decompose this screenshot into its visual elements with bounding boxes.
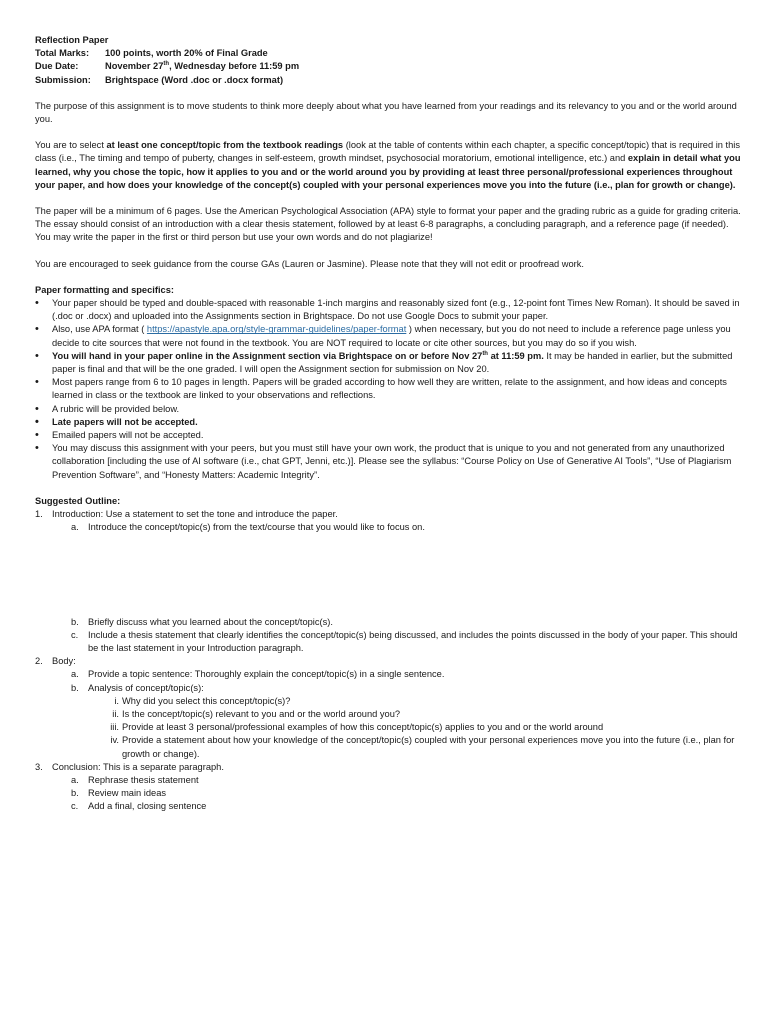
- formatting-list: [35, 297, 741, 482]
- header-value: Brightspace (Word .doc or .docx format): [105, 74, 284, 85]
- list-item: • Your paper should be typed and double-spaced with reasonable 1-inch margins and reasonably sized font (e.g., 12-point font Times New Roman). It should be saved in (.doc or .docx) and uploaded into the Assignments section in Brightspace. Do not use Google Docs to submit your paper.: [35, 297, 741, 323]
- outline-subitem: c. Include a thesis statement that clearly identifies the concept/topic(s) being discussed, and includes the points discussed in the body of your paper. This should be the last statement in your Introduction paragraph.: [71, 629, 738, 653]
- outline-subitem: b. Analysis of concept/topic(s):: [71, 682, 204, 693]
- list-item: • A rubric will be provided below.: [35, 403, 741, 416]
- outline-subsubitem: iii. Provide at least 3 personal/professional examples of how this concept/topic(s) applies to you and or the world around: [110, 722, 604, 733]
- formatting-heading: Paper formatting and specifics:: [35, 284, 174, 295]
- outline-subsubitem: i. Why did you select this concept/topic(s)?: [114, 695, 291, 706]
- outline-subitem: b. Review main ideas: [71, 788, 167, 799]
- document-page: [35, 34, 741, 814]
- header-row-total-marks: [35, 47, 741, 60]
- select-paragraph: You are to select at least one concept/topic from the textbook readings (look at the table of contents within each chapter, a specific concept/topic) that is required in this class (i.e., The timing and tempo of puberty, changes in self-esteem, growth mindset, psychosocial moratorium, emotional intelligence, etc.) and explain in detail what you learned, why you chose the topic, how it applies to you and or the world around you by providing at least three personal/professional experiences throughout your paper, and how does your knowledge of the concept(s) coupled with your personal experiences move you into the future (i.e., plan for growth or change).: [35, 140, 741, 190]
- header-row-due-date: [35, 60, 741, 73]
- outline-item: 2. Body:: [35, 656, 76, 667]
- header-label: Total Marks:: [35, 48, 90, 59]
- header-label: Submission:: [35, 74, 91, 85]
- outline-list: [35, 508, 741, 813]
- header-row-submission: [35, 74, 741, 87]
- list-item: • You will hand in your paper online in the Assignment section via Brightspace on or before Nov 27th at 11:59 pm. It may be handed in earlier, but the submitted paper is final and that will be the one graded. I will open the Assignment section for submission on Nov 20.: [35, 350, 741, 376]
- header-value: 100 points, worth 20% of Final Grade: [105, 48, 268, 59]
- guidance-paragraph: You are encouraged to seek guidance from the course GAs (Lauren or Jasmine). Please note that they will not edit or proofread work.: [35, 258, 584, 269]
- list-item: • Most papers range from 6 to 10 pages in length. Papers will be graded according to how well they are written, relate to the assignment, and how ideas and concepts learned in class or the textbook are linked to your observations and reflections.: [35, 376, 741, 402]
- outline-subitem: a. Provide a topic sentence: Thoroughly explain the concept/topic(s) in a single sentence.: [71, 669, 445, 680]
- outline-subitem: b. Briefly discuss what you learned about the concept/topic(s).: [71, 616, 333, 627]
- outline-item: 3. Conclusion: This is a separate paragraph.: [35, 761, 224, 772]
- length-paragraph: The paper will be a minimum of 6 pages. Use the American Psychological Association (APA) style to format your paper and the grading rubric as a guide for grading criteria. The essay should consist of an introduction with a clear thesis statement, followed by at least 6-8 paragraphs, a concluding paragraph, and a reference page (if needed). You may write the paper in the first or third person but use your own words and do not plagiarize!: [35, 206, 741, 243]
- apa-format-link[interactable]: https://apastyle.apa.org/style-grammar-guidelines/paper-format: [146, 324, 407, 335]
- list-item: • Late papers will not be accepted.: [35, 416, 741, 429]
- outline-subitem: a. Introduce the concept/topic(s) from the text/course that you would like to focus on.: [71, 522, 425, 533]
- outline-subsubitem: ii. Is the concept/topic(s) relevant to you and or the world around you?: [112, 708, 401, 719]
- list-item: • Emailed papers will not be accepted.: [35, 429, 741, 442]
- outline-item: 1. Introduction: Use a statement to set the tone and introduce the paper.: [35, 509, 338, 520]
- list-item: • You may discuss this assignment with your peers, but you must still have your own work, the product that is unique to you and not generated from any unauthorized collaboration [including the use of AI software (i.e., chat GPT, Jenni, etc.)]. Please see the syllabus: “Course Policy on Use of Generative AI Tools”, “Use of Plagiarism Prevention Software”, and “Honesty Matters: Academic Integrity”.: [35, 442, 741, 482]
- header-label: Due Date:: [35, 61, 79, 72]
- purpose-paragraph: The purpose of this assignment is to move students to think more deeply about what you have learned from your readings and its relevancy to you and or the world around you.: [35, 100, 737, 125]
- header-value: November 27th, Wednesday before 11:59 pm: [105, 61, 300, 72]
- outline-subitem: a. Rephrase thesis statement: [71, 774, 199, 785]
- outline-subitem: c. Add a final, closing sentence: [71, 801, 207, 812]
- outline-heading: Suggested Outline:: [35, 495, 121, 506]
- outline-subsubitem: iv. Provide a statement about how your knowledge of the concept/topic(s) coupled with your personal experiences move you into the future (i.e., plan for growth or change).: [110, 735, 735, 759]
- list-item: • Also, use APA format ( https://apastyle.apa.org/style-grammar-guidelines/paper-format ) when necessary, but you do not need to include a reference page unless you decide to cite sources that were not found in the textbook. You are NOT required to locate or cite other sources, but you may do so if you wish.: [35, 323, 741, 349]
- document-title: Reflection Paper: [35, 35, 109, 45]
